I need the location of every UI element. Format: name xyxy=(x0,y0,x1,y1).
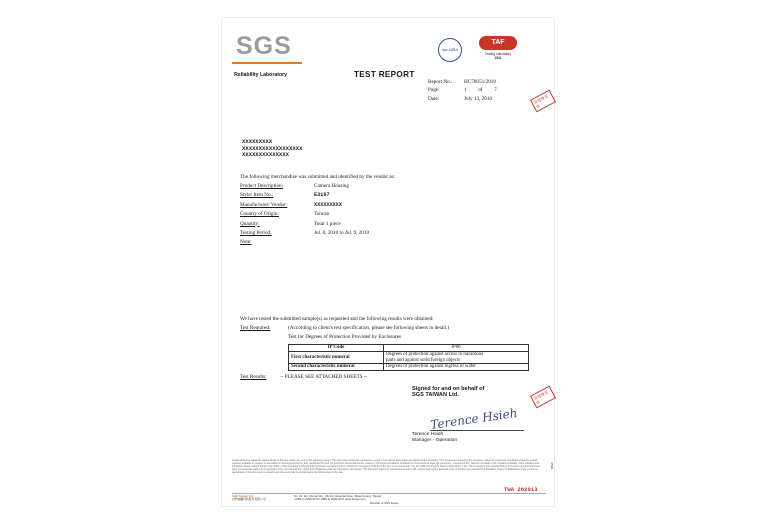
taf-caption-line-2: 1511 xyxy=(494,56,502,60)
test-results-text: -- PLEASE SEE ATTACHED SHEETS -- xyxy=(280,374,368,380)
page-number: 1 xyxy=(464,87,467,94)
page-of: of xyxy=(478,87,483,94)
red-stamp-top: 管理專用章 xyxy=(530,90,556,113)
field-label: Style/ Item No.: xyxy=(240,192,274,199)
table-cell xyxy=(384,351,529,364)
signed-line-2: SGS TAIWAN Ltd. xyxy=(412,392,459,399)
company-name: SGS Taiwan Ltd. xyxy=(232,494,254,498)
field-label: Note: xyxy=(240,239,252,246)
address-block xyxy=(242,139,302,159)
logo-accent-bar xyxy=(232,62,302,64)
footer-divider xyxy=(232,493,546,494)
taf-caption-line-1: Testing Laboratory xyxy=(484,52,512,56)
field-label: Country of Origin: xyxy=(240,211,279,218)
report-no-label: Report No.: xyxy=(428,79,453,85)
ip-code-table xyxy=(288,344,529,371)
table-cell: First characteristic numeral xyxy=(289,351,384,364)
test-results-label: Test Results: xyxy=(240,374,267,380)
report-no: HC70051/2010 xyxy=(464,79,496,85)
report-title: TEST REPORT xyxy=(354,70,415,79)
signatory xyxy=(412,432,457,444)
field-label: Quantity: xyxy=(240,220,260,227)
side-code: 0509 xyxy=(549,462,554,469)
taf-logo: TAF xyxy=(479,36,517,50)
field-label: Manufacturer/ Vendor: xyxy=(240,201,288,208)
serial-number: TWA 262913 xyxy=(504,486,538,493)
terms-fine-print: Unless otherwise stated the results shown in this test report refer only to the sample(s) tested. This test report cannot be reproduced, except in full, without prior written permission of the Company. This document is issued by the Company subject to its General Conditions of Service printed overleaf, available on request or accessible at www.sgs.com/terms_and_conditions.htm and, for electronic format documents, subject to Terms and Conditions for Electronic Documents at www.sgs.com/terms_e-document.htm. Attention is drawn to the limitation of liability, indemnification and jurisdiction issues defined therein. Any holder of this document is advised that information contained hereon reflects the Company's findings at the time of its intervention only and within the limits of Client's instructions, if any. The Company's sole responsibility is to its Client and this document does not exonerate parties to a transaction from exercising all their rights and obligations under the transaction documents. This document cannot be reproduced except in full, without prior written approval of the Company. Any unauthorized alteration, forgery or falsification of the content or appearance of this document is unlawful and offenders may be prosecuted to the fullest extent of the law. xyxy=(232,459,540,474)
field-label: Testing Period: xyxy=(240,230,272,236)
test-required-text: (According to client's test specification, please see following sheets in detail.) xyxy=(288,325,450,331)
table-header: IP66 xyxy=(384,345,529,352)
address-line: XXXXXXXXXXXXXX xyxy=(242,151,289,159)
footer-address: No. 31, Wu Chyuan Rd., Wu-Ku Industrial Zone, Taipei County, Taiwan xyxy=(294,494,382,498)
footer-company xyxy=(232,495,266,502)
signed-on-behalf xyxy=(412,386,484,398)
signature-line xyxy=(430,430,524,431)
page-total: 7 xyxy=(494,87,497,94)
ip-table-title: Test for Degrees of Protection Provided by Enclosures xyxy=(288,334,402,340)
address-line: XXXXXXXXX xyxy=(242,138,273,145)
report-meta-values xyxy=(464,78,497,103)
footer-fax: f (886-2) 2299-3237 xyxy=(319,497,345,502)
table-header: IP Code xyxy=(289,345,384,352)
table-row xyxy=(289,351,529,364)
test-required-label: Test Required: xyxy=(240,325,271,331)
signatory-role: Manager - Operation xyxy=(412,437,458,443)
report-date: July 13, 2010 xyxy=(464,95,493,102)
ilac-mra-logo: ilac-MRA xyxy=(438,38,462,62)
tested-statement: We have tested the submitted sample(s) as requested and the following results were obtained: xyxy=(240,316,434,322)
date-label: Date: xyxy=(428,95,440,102)
table-row xyxy=(289,364,529,371)
table-row xyxy=(289,345,529,352)
field-value: Taiwan xyxy=(314,211,330,218)
sgs-logo: SGS xyxy=(236,32,292,60)
footer-phone-fax xyxy=(294,498,381,501)
address-line: XXXXXXXXXXXXXXXXXX xyxy=(242,144,303,152)
company-name-zh: 台灣檢驗科技股份有限公司 xyxy=(232,497,266,502)
footer-web: www.tw.sgs.com xyxy=(345,497,366,502)
red-stamp-bottom: 管理專用章 xyxy=(530,386,556,409)
signatory-name: Terence Hsieh xyxy=(412,432,444,437)
lab-name: Reliability Laboratory xyxy=(234,72,288,78)
page-label: Page: xyxy=(428,87,440,94)
report-meta-labels xyxy=(428,78,453,103)
page-indicator xyxy=(464,86,497,94)
footer-phone: t (886-2) 2299-3279 xyxy=(294,497,319,502)
intro-text: The following merchandise was submitted and identified by the vendor as: xyxy=(240,174,396,180)
group-membership: Member of SGS Group xyxy=(370,501,399,505)
taf-caption xyxy=(479,52,517,60)
field-value: E3107 xyxy=(314,192,330,199)
field-value: Camera Housing xyxy=(314,183,350,189)
report-page xyxy=(222,18,554,506)
field-value: Jul. 8, 2010 to Jul. 9, 2010 xyxy=(314,230,370,236)
table-cell: Second characteristic numeral xyxy=(289,364,384,371)
handwritten-signature: Terence Hsieh xyxy=(429,405,519,433)
field-value: Total 1 piece xyxy=(314,220,341,227)
table-cell: Degrees of protection against ingress of water xyxy=(384,364,529,371)
footer-contact xyxy=(294,495,381,502)
cell-line: Degrees of protection against access to hazardous xyxy=(386,351,484,357)
field-label: Product Description: xyxy=(240,183,284,189)
signed-line-1: Signed for and on behalf of xyxy=(412,386,485,392)
cell-line: parts and against solid foreign objects xyxy=(386,357,461,363)
field-value: XXXXXXXXX xyxy=(314,201,343,208)
product-fields xyxy=(222,182,554,262)
